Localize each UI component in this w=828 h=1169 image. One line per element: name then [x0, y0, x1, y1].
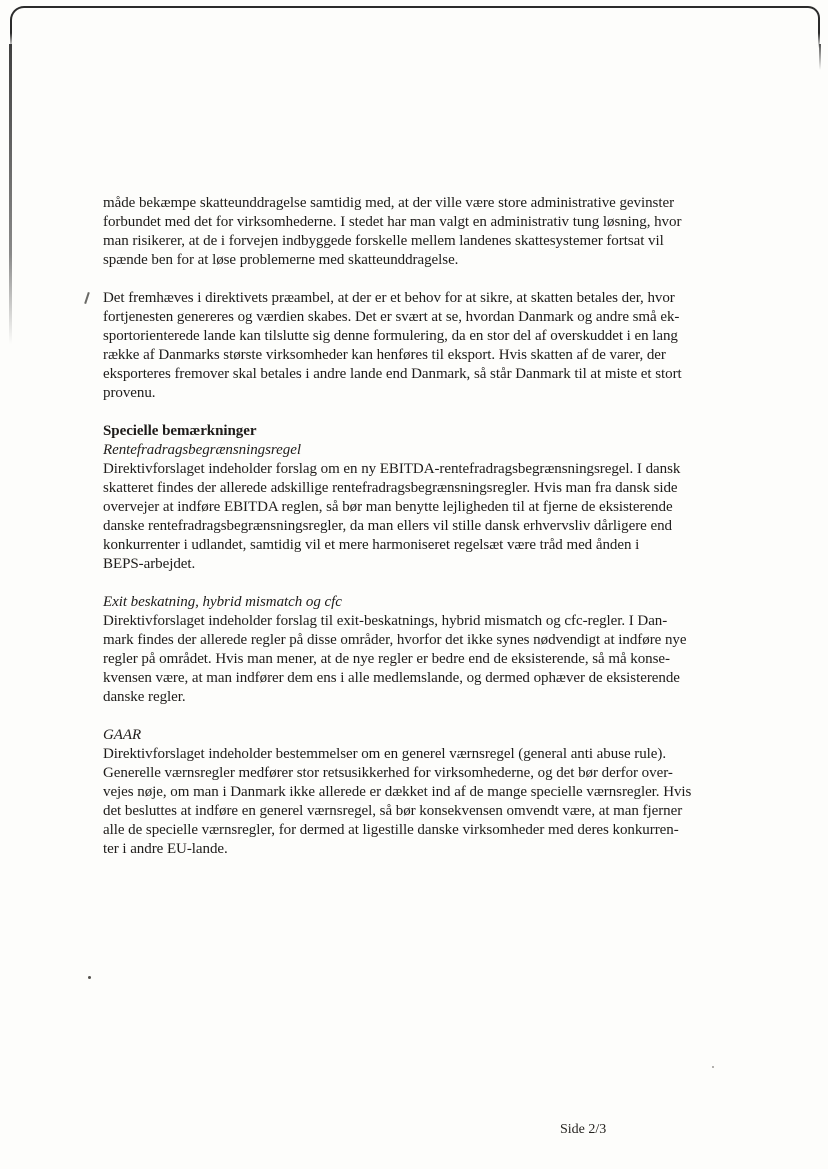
- text-line: skatteret findes der allerede adskillige rentefradragsbegrænsningsregler. Hvis man fra dansk side: [103, 480, 678, 496]
- text-line: spænde ben for at løse problemerne med skatteunddragelse.: [103, 252, 459, 268]
- text-line: fortjenesten genereres og værdien skabes. Det er svært at se, hvordan Danmark og andre små ek-: [103, 309, 680, 325]
- text-line: mark findes der allerede regler på disse områder, hvorfor det ikke synes nødvendigt at indføre nye: [103, 632, 687, 648]
- margin-pen-tick: [84, 292, 90, 304]
- paragraph-1: [103, 194, 735, 270]
- faint-ink-dot: [712, 1066, 714, 1068]
- text-line: sportorienterede lande kan tilslutte sig denne formulering, da en stor del af overskuddet i en lang: [103, 328, 678, 344]
- margin-ink-dot: [88, 976, 91, 979]
- text-line: provenu.: [103, 385, 156, 401]
- text-line: række af Danmarks største virksomheder kan henføres til eksport. Hvis skatten af de varer, der: [103, 347, 666, 363]
- sub-heading-exit-beskatning: Exit beskatning, hybrid mismatch og cfc: [103, 594, 342, 610]
- text-line: Direktivforslaget indeholder bestemmelser om en generel værnsregel (general anti abuse rule).: [103, 746, 667, 762]
- sub-heading-gaar: GAAR: [103, 727, 142, 743]
- text-line: danske rentefradragsbegrænsningsregler, da man ellers vil stille dansk erhvervsliv dårligere end: [103, 518, 672, 534]
- text-line: eksporteres fremover skal betales i andre lande end Danmark, så står Danmark til at miste et stort: [103, 366, 682, 382]
- text-line: man risikerer, at de i forvejen indbyggede forskelle mellem landenes skattesystemer fortsat vil: [103, 233, 664, 249]
- scan-edge-frame: [10, 6, 820, 50]
- text-line: Direktivforslaget indeholder forslag om en ny EBITDA-rentefradragsbegrænsningsregel. I dansk: [103, 461, 681, 477]
- scan-right-edge-line: [819, 44, 821, 70]
- text-line: danske regler.: [103, 689, 186, 705]
- paragraph-2: [103, 289, 735, 403]
- text-line: ter i andre EU-lande.: [103, 841, 228, 857]
- text-line: forbundet med det for virksomhederne. I stedet har man valgt en administrativ tung løsning, hvor: [103, 214, 682, 230]
- text-line: BEPS-arbejdet.: [103, 556, 196, 572]
- text-line: det besluttes at indføre en generel værnsregel, så bør konsekvensen omvendt være, at man fjerner: [103, 803, 683, 819]
- text-line: konkurrenter i udlandet, samtidig vil et mere harmoniseret regelsæt være tråd med ånden i: [103, 537, 640, 553]
- paragraph-5: [103, 745, 735, 859]
- sub-heading-rentefradrag: Rentefradragsbegrænsningsregel: [103, 442, 301, 458]
- section-heading-specielle-bemaerkninger: Specielle bemærkninger: [103, 423, 257, 439]
- text-line: overvejer at indføre EBITDA reglen, så bør man benytte lejligheden til at fjerne de eksisterende: [103, 499, 673, 515]
- document-body: [103, 194, 735, 878]
- text-line: regler på området. Hvis man mener, at de nye regler er bedre end de eksisterende, så må konse-: [103, 651, 670, 667]
- text-line: Det fremhæves i direktivets præambel, at der er et behov for at sikre, at skatten betales der, hvor: [103, 290, 675, 306]
- text-line: måde bekæmpe skatteunddragelse samtidig med, at der ville være store administrative gevinster: [103, 195, 675, 211]
- page-number: Side 2/3: [560, 1122, 607, 1137]
- paragraph-3: [103, 460, 735, 574]
- text-line: vejes nøje, om man i Danmark ikke allerede er dækket ind af de mange specielle værnsregler. Hvis: [103, 784, 692, 800]
- text-line: alle de specielle værnsregler, for dermed at ligestille danske virksomheder med deres konkurren-: [103, 822, 679, 838]
- paragraph-4: [103, 612, 735, 707]
- text-line: Generelle værnsregler medfører stor retsusikkerhed for virksomhederne, og det bør derfor over-: [103, 765, 673, 781]
- text-line: Direktivforslaget indeholder forslag til exit-beskatnings, hybrid mismatch og cfc-regler. I Dan-: [103, 613, 668, 629]
- scan-left-edge-line: [9, 44, 12, 344]
- text-line: kvensen være, at man indfører dem ens i alle medlemslande, og dermed ophæver de eksisterende: [103, 670, 680, 686]
